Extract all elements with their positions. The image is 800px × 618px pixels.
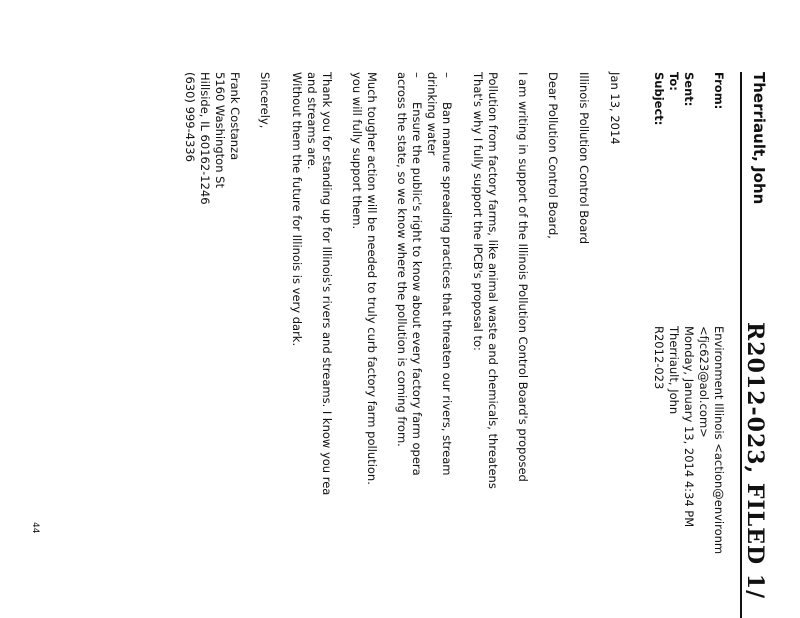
paragraph-2-line-1: Much tougher action will be needed to truly curb factory farm pollution. — [365, 72, 379, 485]
from-value: Environment Illinois <action@environm — [712, 326, 726, 555]
signature-street: 5160 Washington St — [213, 72, 227, 188]
paragraph-3-line-3: Without them the future for Illinois is very dark. — [290, 72, 304, 347]
subject-label: Subject: — [652, 72, 666, 126]
signature-city: Hillside, IL 60162-1246 — [198, 72, 212, 205]
to-label: To: — [667, 72, 681, 91]
paragraph-3-line-2: and streams are. — [305, 72, 319, 170]
recipient-name-heading: Therriault, John — [750, 72, 768, 205]
letter-salutation: Dear Pollution Control Board, — [546, 72, 560, 239]
bullet-2-line-1: Ensure the public's right to know about every factory farm opera — [410, 102, 424, 476]
letter-date: Jan 13, 2014 — [608, 72, 622, 145]
filing-stamp: R2012-023, FILED 1/ — [742, 322, 768, 600]
from-value-email: <fjc623@aol.com> — [697, 326, 711, 438]
sent-label: Sent: — [682, 72, 696, 107]
bullet-2-dash: – — [410, 72, 424, 78]
paragraph-3-line-1: Thank you for standing up for Illinois's rivers and streams. I know you rea — [320, 72, 334, 496]
sent-value: Monday, January 13, 2014 4:34 PM — [682, 326, 696, 528]
bullet-1-line-2: drinking water — [425, 72, 439, 156]
subject-value: R2012-023 — [652, 326, 666, 390]
page-number: 44 — [30, 522, 40, 534]
bullet-2-line-2: across the state, so we know where the pollution is coming from. — [395, 72, 409, 447]
heading-divider — [740, 72, 742, 618]
signature-name: Frank Costanza — [228, 72, 242, 161]
to-value: Therriault, John — [667, 326, 681, 415]
letter-closing: Sincerely, — [258, 72, 272, 129]
paragraph-1-line-2: Pollution from factory farms, like animal waste and chemicals, threatens — [486, 72, 500, 489]
paragraph-1-line-1: I am writing in support of the Illinois Pollution Control Board's proposed — [516, 72, 530, 482]
bullet-1-line-1: Ban manure spreading practices that threaten our rivers, stream — [440, 102, 454, 476]
signature-phone: (630) 999-4336 — [183, 72, 197, 162]
from-label: From: — [712, 72, 726, 110]
letter-addressee: Illinois Pollution Control Board — [577, 72, 591, 245]
paragraph-2-line-2: you will fully support them. — [350, 72, 364, 230]
bullet-1-dash: – — [440, 72, 454, 78]
paragraph-1-line-3: That's why I fully support the IPCB's proposal to: — [471, 72, 485, 351]
